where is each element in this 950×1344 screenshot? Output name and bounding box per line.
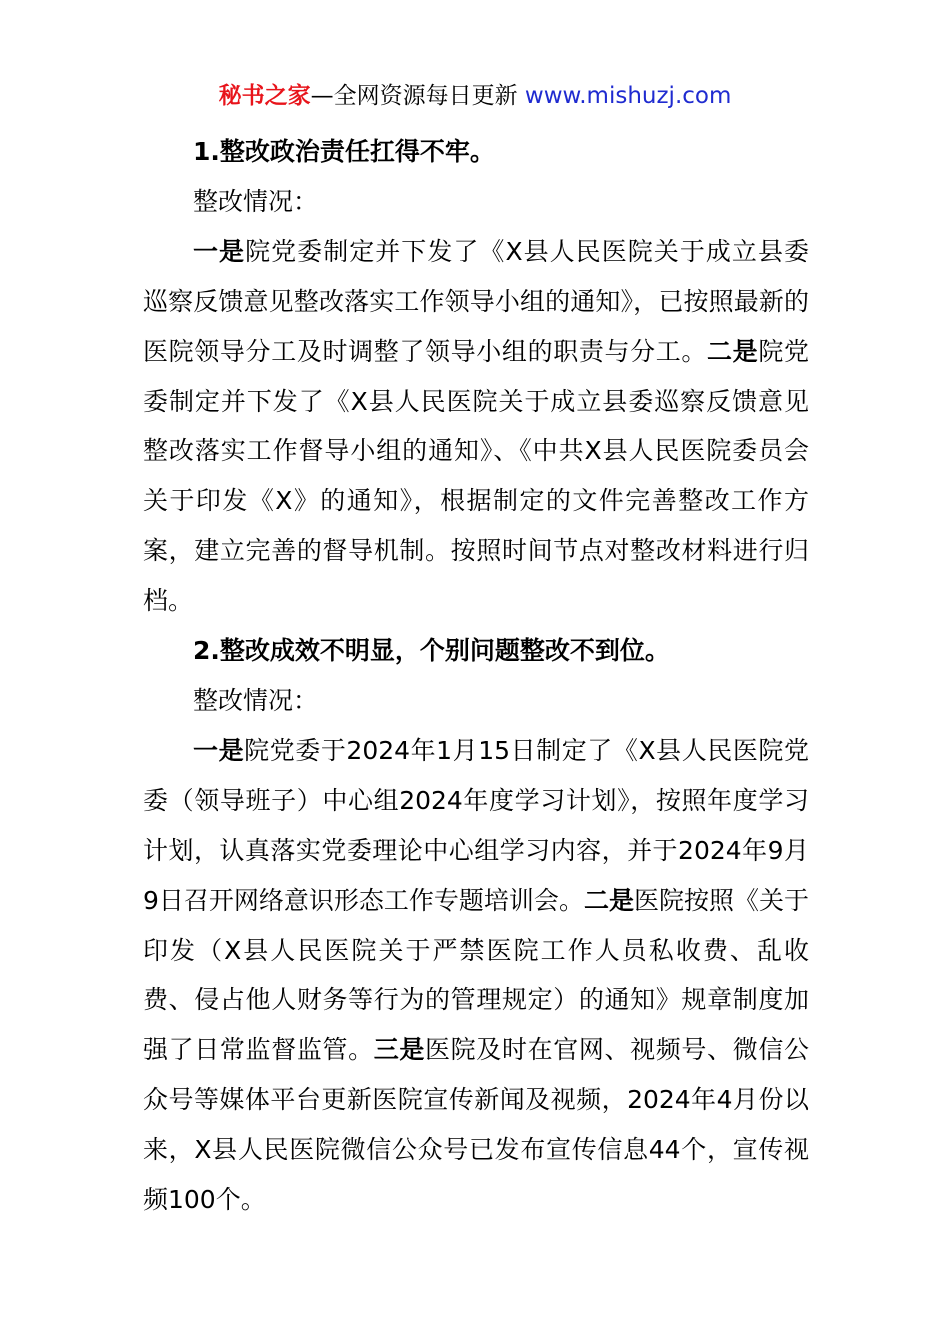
section-paragraph-2	[143, 726, 809, 1225]
section-heading-1: 1.整改政治责任扛得不牢。	[193, 137, 495, 166]
point-text: 医院及时在官网、视频号、微信公众号等媒体平台更新医院宣传新闻及视频，2024年4月份以来，X县人民医院微信公众号已发布宣传信息44个，宣传视频100个。	[143, 1035, 809, 1215]
point-marker: 一是	[193, 236, 246, 266]
point-marker: 二是	[583, 885, 634, 915]
point-marker: 一是	[193, 735, 245, 765]
point-text: 院党委于2024年1月15日制定了《X县人民医院党委（领导班子）中心组2024年度学习计划》，按照年度学习计划，认真落实党委理论中心组学习内容，并于2024年9月9日召开网络意识形态工作专题培训会。	[143, 735, 809, 915]
section-paragraph-1	[143, 227, 809, 626]
section-label-1: 整改情况：	[193, 186, 319, 216]
section-heading-2: 2.整改成效不明显，个别问题整改不到位。	[193, 636, 670, 666]
brand-name: 秘书之家	[218, 83, 311, 109]
section-label-2: 整改情况：	[193, 685, 319, 715]
site-watermark-header	[0, 80, 950, 112]
point-text: 院党委制定并下发了《X县人民医院关于成立县委巡察反馈意见整改落实工作督导小组的通知》、《中共X县人民医院委员会关于印发《X》的通知》，根据制定的文件完善整改工作方案，建立完善的督导机制。按照时间节点对整改材料进行归档。	[143, 336, 809, 616]
point-marker: 三是	[373, 1035, 426, 1065]
point-marker: 二是	[707, 336, 759, 366]
document-body	[143, 127, 809, 1225]
point-text: 院党委制定并下发了《X县人民医院关于成立县委巡察反馈意见整改落实工作领导小组的通知》，已按照最新的医院领导分工及时调整了领导小组的职责与分工。	[143, 236, 809, 366]
point-text: 医院按照《关于印发（X县人民医院关于严禁医院工作人员私收费、乱收费、侵占他人财务等行为的管理规定）的通知》规章制度加强了日常监督监管。	[143, 885, 809, 1065]
tagline: —全网资源每日更新	[310, 83, 525, 109]
site-url-link[interactable]: www.mishuzj.com	[524, 83, 732, 109]
